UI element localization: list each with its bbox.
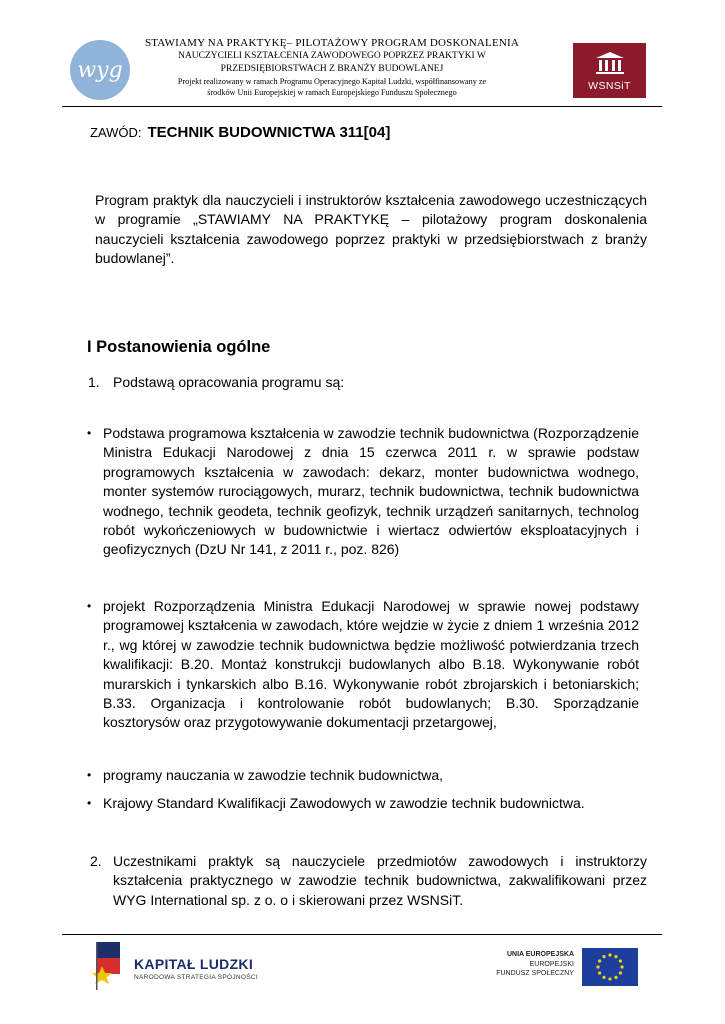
- item-1-number: 1.: [88, 374, 100, 390]
- profession-value: TECHNIK BUDOWNICTWA 311[04]: [147, 124, 391, 141]
- bullet-3-marker: •: [87, 768, 92, 782]
- kapital-ludzki-flag-icon: [92, 940, 124, 992]
- eu-logo-text: [496, 950, 574, 979]
- eu-logo-line-3: FUNDUSZ SPOŁECZNY: [496, 970, 574, 977]
- header-line-5: środków Unii Europejskiej w ramach Europejskiego Funduszu Społecznego: [207, 88, 457, 97]
- bullet-1-text: Podstawa programowa kształcenia w zawodzie technik budownictwa (Rozporządzenie Ministra Edukacji Narodowej z dnia 15 czerwca 2011 r. w sprawie podstaw programowych kształcenia w zawodach: dekarz, monter budownictwa wodnego, monter systemów rurociągowych, murarz, technik budownictwa, technik budownictwa wodnego, technik geodeta, technik geofizyk, technik urządzeń sanitarnych, technolog robót wykończeniowych w budownictwie i wiertacz odwiertów eksploatacyjnych i geofizycznych (DzU Nr 141, z 2011 r., poz. 826): [103, 425, 639, 558]
- building-icon: [595, 51, 625, 75]
- header-line-4: Projekt realizowany w ramach Programu Operacyjnego Kapitał Ludzki, współfinansowany ze: [177, 77, 487, 86]
- intro-paragraph: Program praktyk dla nauczycieli i instruktorów kształcenia zawodowego uczestniczących w programie „STAWIAMY NA PRAKTYKĘ – pilotażowy program doskonalenia nauczycieli kształcenia zawodowego poprzez praktyki w przedsiębiorstwach z branży budowlanej”.: [95, 192, 647, 267]
- footer-divider: [62, 934, 662, 935]
- header-line-2: NAUCZYCIELI KSZTAŁCENIA ZAWODOWEGO POPRZEZ PRAKTYKI W: [178, 51, 486, 61]
- profession-label: ZAWÓD:: [90, 125, 142, 140]
- profession-line: [90, 124, 390, 141]
- eu-flag-icon: [582, 948, 638, 986]
- wyg-logo-text: wyg: [77, 57, 123, 83]
- wsnsit-logo-text: WSNSiT: [588, 80, 631, 92]
- kapital-ludzki-subtitle: NARODOWA STRATEGIA SPÓJNOŚCI: [134, 974, 258, 981]
- kapital-ludzki-logo: [92, 938, 262, 994]
- bullet-4-text: Krajowy Standard Kwalifikacji Zawodowych w zawodzie technik budownictwa.: [103, 795, 585, 811]
- bullet-1-marker: •: [87, 426, 92, 440]
- header-line-1: STAWIAMY NA PRAKTYKĘ– PILOTAŻOWY PROGRAM DOSKONALENIA: [144, 37, 520, 49]
- bullet-3-text: programy nauczania w zawodzie technik budownictwa,: [103, 767, 444, 783]
- header-divider: [62, 106, 662, 107]
- item-2-text: Uczestnikami praktyk są nauczyciele przedmiotów zawodowych i instruktorzy kształcenia praktycznego w zawodzie technik budownictwa, zakwalifikowani przez WYG International sp. z o. o i skierowani przez WSNSiT.: [113, 853, 647, 908]
- document-header: [138, 36, 526, 98]
- eu-logo-line-2: EUROPEJSKI: [529, 960, 574, 968]
- wyg-logo: [70, 40, 130, 100]
- item-1-text: Podstawą opracowania programu są:: [113, 374, 345, 390]
- bullet-2-text: projekt Rozporządzenia Ministra Edukacji Narodowej w sprawie nowej podstawy programowej kształcenia w zawodach, które wejdzie w życie z dniem 1 września 2012 r., wg której w zawodzie technik budownictwa będzie możliwość potwierdzania trzech kwalifikacji: B.20. Montaż konstrukcji budowlanych albo B.18. Wykonywanie robót murarskich i tynkarskich albo B.16. Wykonywanie robót zbrojarskich i betoniarskich; B.33. Organizacja i kontrolowanie robót budowlanych; B.30. Sporządzanie kosztorysów oraz przygotowywanie dokumentacji przetargowej,: [103, 598, 639, 731]
- item-2-number: 2.: [90, 853, 102, 869]
- kapital-ludzki-title: KAPITAŁ LUDZKI: [134, 956, 254, 972]
- wsnsit-logo: [573, 43, 646, 98]
- eu-logo: [478, 948, 638, 986]
- eu-logo-line-1: UNIA EUROPEJSKA: [506, 951, 574, 958]
- bullet-2-marker: •: [87, 599, 92, 613]
- bullet-4-marker: •: [87, 796, 92, 810]
- section-heading: I Postanowienia ogólne: [87, 338, 271, 356]
- header-line-3: PRZEDSIĘBIORSTWACH Z BRANŻY BUDOWLANEJ: [220, 64, 444, 74]
